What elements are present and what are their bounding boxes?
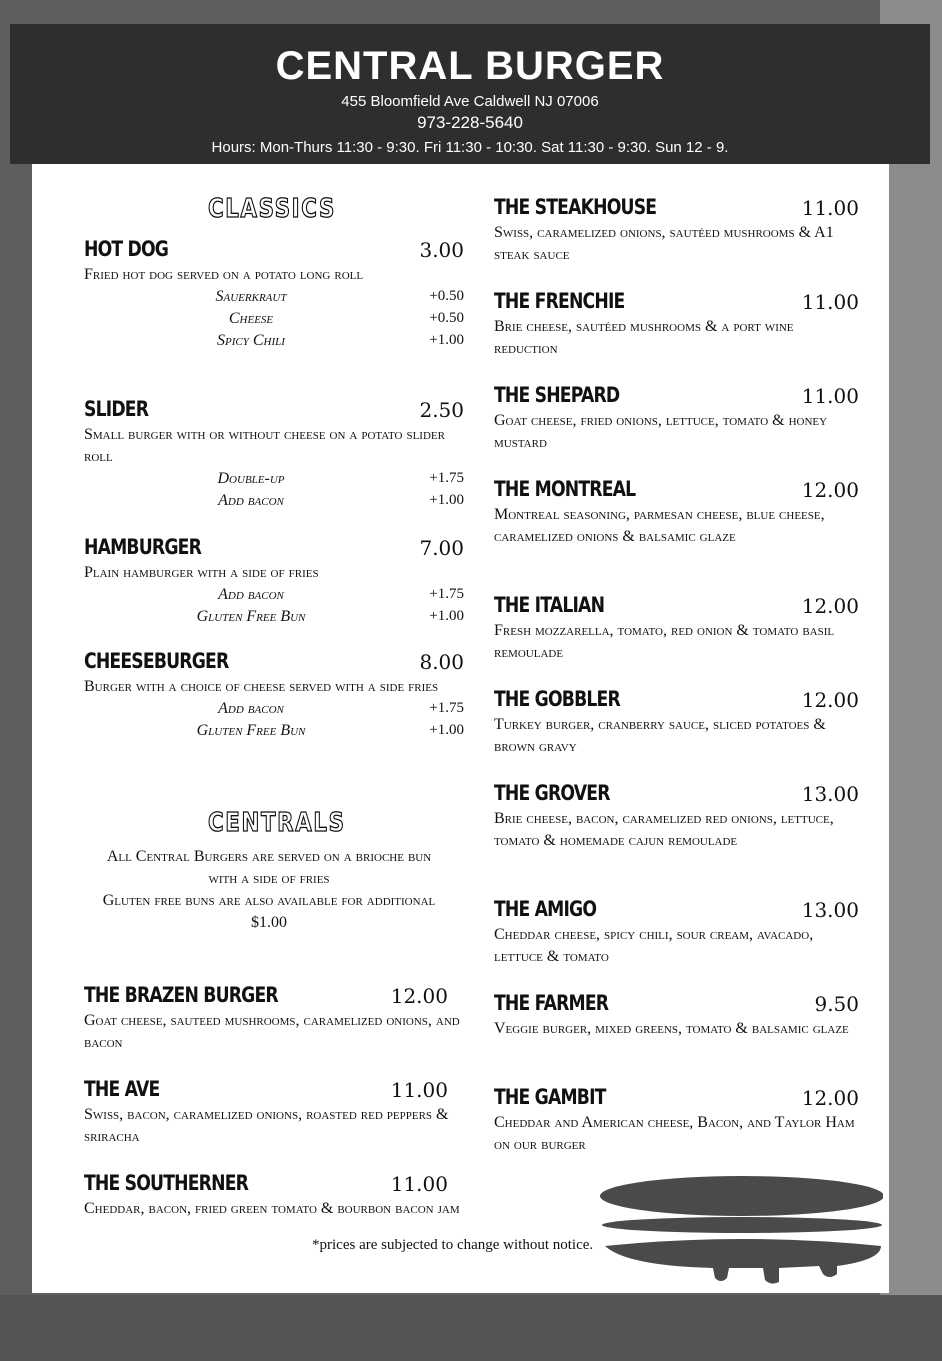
menu-item — [494, 1084, 859, 1156]
addon-name: Add bacon — [218, 492, 284, 509]
menu-item — [84, 648, 464, 744]
addon-row — [84, 492, 464, 514]
addon-name: Add bacon — [218, 700, 284, 717]
menu-header — [10, 24, 930, 164]
item-desc: Cheddar, bacon, fried green tomato & bourbon bacon jam — [84, 1200, 460, 1217]
menu-item — [494, 780, 859, 852]
item-name: SLIDER — [84, 397, 149, 421]
addon-name: Cheese — [228, 310, 274, 327]
burger-icon — [597, 1174, 883, 1286]
item-price: 12.00 — [801, 594, 859, 618]
menu-item — [84, 534, 464, 630]
item-price: 11.00 — [801, 196, 859, 220]
item-price: 11.00 — [801, 290, 859, 314]
menu-item — [494, 194, 859, 266]
item-price: 11.00 — [390, 1172, 448, 1196]
item-name: THE ITALIAN — [494, 593, 605, 617]
gluten-free-note: Gluten free buns are also available for additional $1.00 — [102, 892, 436, 931]
item-desc: Cheddar cheese, spicy chili, sour cream, avacado, lettuce & tomato — [494, 926, 814, 965]
addon-price: +1.00 — [429, 492, 464, 508]
addon-row — [84, 608, 464, 630]
item-price: 8.00 — [419, 650, 464, 674]
menu-item — [84, 236, 464, 354]
centrals-title: CENTRALS — [208, 808, 346, 838]
addon-row — [84, 288, 464, 310]
item-desc: Plain hamburger with a side of fries — [84, 564, 319, 581]
item-name: THE SHEPARD — [494, 383, 620, 407]
addon-name: Sauerkraut — [215, 288, 287, 305]
item-desc: Brie cheese, bacon, caramelized red onions, lettuce, tomato & homemade cajun remoulade — [494, 810, 834, 849]
addon-price: +1.75 — [429, 470, 464, 486]
item-name: THE GROVER — [494, 781, 610, 805]
item-name: HAMBURGER — [84, 535, 202, 559]
menu-item — [84, 982, 464, 1054]
item-desc: Fried hot dog served on a potato long roll — [84, 266, 364, 283]
item-name: THE GAMBIT — [494, 1085, 606, 1109]
item-price: 7.00 — [419, 536, 464, 560]
item-desc: Goat cheese, fried onions, lettuce, tomato & honey mustard — [494, 412, 828, 451]
price-disclaimer: *prices are subjected to change without notice. — [312, 1237, 594, 1253]
addon-row — [84, 470, 464, 492]
menu-item — [494, 592, 859, 664]
addon-price: +0.50 — [429, 288, 464, 304]
addon-row — [84, 700, 464, 722]
item-price: 13.00 — [801, 898, 859, 922]
addon-name: Add bacon — [218, 586, 284, 603]
addon-row — [84, 310, 464, 332]
addon-row — [84, 586, 464, 608]
item-name: CHEESEBURGER — [84, 649, 229, 673]
item-name: THE AMIGO — [494, 897, 597, 921]
addon-price: +1.00 — [429, 722, 464, 738]
item-name: THE FARMER — [494, 991, 609, 1015]
centrals-note: All Central Burgers are served on a brioche bun with a side of fries — [106, 848, 432, 887]
item-name: THE AVE — [84, 1077, 160, 1101]
menu-item — [494, 686, 859, 758]
menu-item — [84, 1076, 464, 1148]
addon-price: +1.00 — [429, 608, 464, 624]
item-price: 12.00 — [801, 478, 859, 502]
menu-item — [494, 896, 859, 968]
item-name: THE MONTREAL — [494, 477, 636, 501]
addon-row — [84, 722, 464, 744]
item-desc: Veggie burger, mixed greens, tomato & balsamic glaze — [494, 1020, 849, 1037]
menu-item — [84, 1170, 464, 1220]
addon-name: Double-up — [217, 470, 285, 487]
item-price: 11.00 — [390, 1078, 448, 1102]
item-price: 12.00 — [390, 984, 448, 1008]
menu-item — [494, 476, 859, 548]
item-price: 12.00 — [801, 688, 859, 712]
item-desc: Burger with a choice of cheese served with a side fries — [84, 678, 439, 695]
item-price: 13.00 — [801, 782, 859, 806]
menu-item — [494, 990, 859, 1040]
addon-price: +1.75 — [429, 586, 464, 602]
addon-price: +0.50 — [429, 310, 464, 326]
addon-price: +1.00 — [429, 332, 464, 348]
item-price: 11.00 — [801, 384, 859, 408]
addon-row — [84, 332, 464, 354]
restaurant-name: CENTRAL BURGER — [275, 44, 665, 88]
restaurant-hours: Hours: Mon-Thurs 11:30 - 9:30. Fri 11:30 - 10:30. Sat 11:30 - 9:30. Sun 12 - 9. — [211, 139, 729, 156]
item-name: THE BRAZEN BURGER — [84, 983, 278, 1007]
item-desc: Turkey burger, cranberry sauce, sliced potatoes & brown gravy — [494, 716, 826, 755]
addon-price: +1.75 — [429, 700, 464, 716]
classics-title: CLASSICS — [208, 194, 336, 224]
page-bottom — [0, 1295, 942, 1361]
page-edge — [880, 0, 942, 1361]
addon-name: Spicy Chili — [217, 332, 285, 349]
menu-page — [32, 164, 889, 1293]
item-desc: Montreal seasoning, parmesan cheese, blue cheese, caramelized onions & balsamic glaze — [494, 506, 825, 545]
addon-name: Gluten Free Bun — [196, 722, 306, 739]
item-desc: Swiss, bacon, caramelized onions, roasted red peppers & sriracha — [84, 1106, 449, 1145]
item-desc: Cheddar and American cheese, Bacon, and Taylor Ham on our burger — [494, 1114, 855, 1153]
menu-item — [494, 382, 859, 454]
item-name: THE FRENCHIE — [494, 289, 625, 313]
item-desc: Brie cheese, sautéed mushrooms & a port wine reduction — [494, 318, 794, 357]
item-desc: Small burger with or without cheese on a potato slider roll — [84, 426, 445, 465]
item-price: 2.50 — [419, 398, 464, 422]
menu-item — [84, 396, 464, 514]
item-price: 3.00 — [419, 238, 464, 262]
item-name: HOT DOG — [84, 237, 169, 261]
item-name: THE GOBBLER — [494, 687, 620, 711]
item-price: 9.50 — [814, 992, 859, 1016]
item-name: THE STEAKHOUSE — [494, 195, 657, 219]
addon-name: Gluten Free Bun — [196, 608, 306, 625]
item-price: 12.00 — [801, 1086, 859, 1110]
restaurant-address: 455 Bloomfield Ave Caldwell NJ 07006 — [341, 93, 599, 110]
restaurant-phone: 973-228-5640 — [417, 113, 523, 132]
menu-item — [494, 288, 859, 360]
item-desc: Goat cheese, sauteed mushrooms, caramelized onions, and bacon — [84, 1012, 460, 1051]
item-desc: Swiss, caramelized onions, sautéed mushrooms & A1 steak sauce — [494, 224, 834, 263]
item-desc: Fresh mozzarella, tomato, red onion & tomato basil remoulade — [494, 622, 835, 661]
item-name: THE SOUTHERNER — [84, 1171, 249, 1195]
